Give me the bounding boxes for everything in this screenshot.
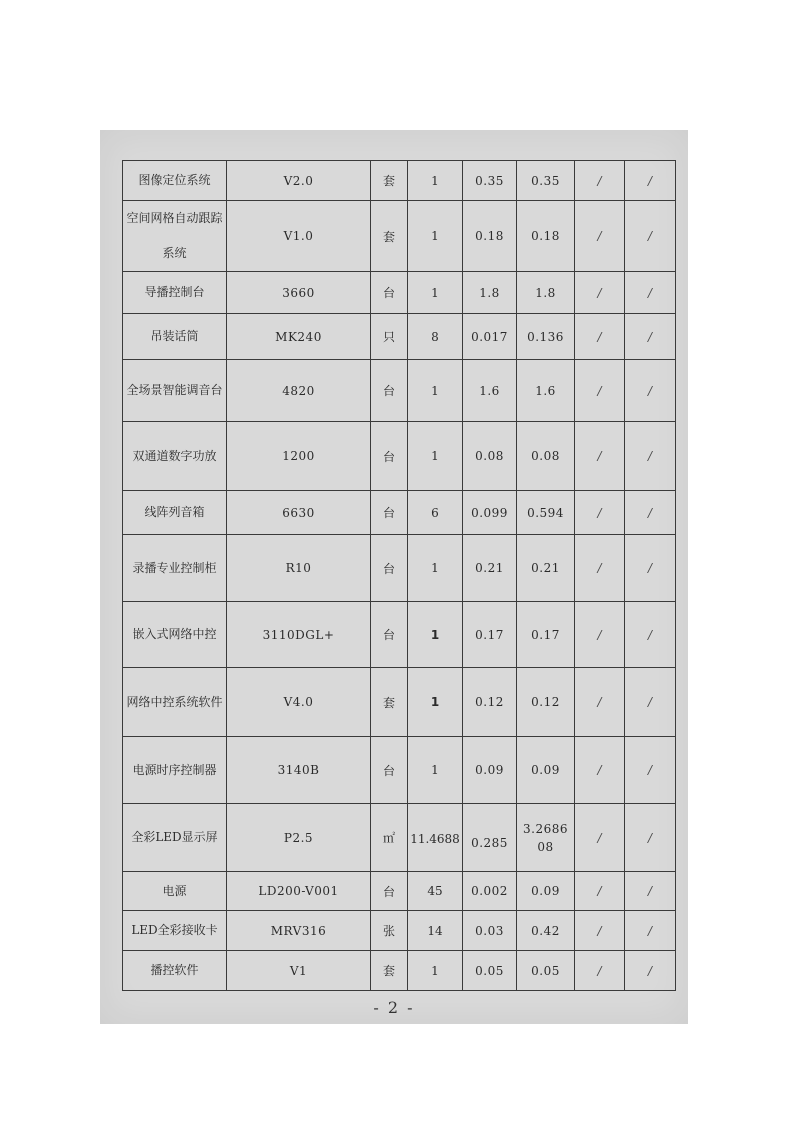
table-row	[123, 737, 676, 804]
item-unit-price: 0.21	[463, 535, 517, 602]
item-model: V2.0	[227, 161, 371, 201]
item-quantity: 1	[408, 161, 463, 201]
item-unit: 台	[371, 422, 408, 491]
table-row	[123, 360, 676, 422]
item-unit-price: 0.08	[463, 422, 517, 491]
item-col8: /	[625, 491, 676, 535]
item-col8: /	[625, 535, 676, 602]
item-name: 嵌入式网络中控	[123, 602, 227, 668]
item-unit-price: 0.099	[463, 491, 517, 535]
table-row	[123, 951, 676, 991]
item-model: 3660	[227, 272, 371, 314]
item-col7: /	[575, 737, 625, 804]
equipment-table	[122, 160, 676, 991]
item-unit-price: 1.6	[463, 360, 517, 422]
item-model: 3110DGL+	[227, 602, 371, 668]
item-total-price: 0.136	[517, 314, 575, 360]
item-col7: /	[575, 804, 625, 872]
item-col8: /	[625, 314, 676, 360]
item-quantity: 1	[408, 737, 463, 804]
table-row	[123, 872, 676, 911]
document-page	[100, 130, 688, 1024]
item-unit: 张	[371, 911, 408, 951]
item-total-price: 0.12	[517, 668, 575, 737]
item-col8: /	[625, 872, 676, 911]
item-unit-price: 0.03	[463, 911, 517, 951]
item-model: R10	[227, 535, 371, 602]
table-body	[123, 161, 676, 991]
table-row	[123, 804, 676, 872]
item-total-price: 3.268608	[517, 804, 575, 872]
item-quantity: 1	[408, 272, 463, 314]
item-name: LED全彩接收卡	[123, 911, 227, 951]
item-name: 吊装话筒	[123, 314, 227, 360]
item-col7: /	[575, 535, 625, 602]
table-row	[123, 272, 676, 314]
item-col8: /	[625, 272, 676, 314]
item-col7: /	[575, 491, 625, 535]
item-total-price: 1.8	[517, 272, 575, 314]
item-unit: 只	[371, 314, 408, 360]
item-quantity: 1	[408, 422, 463, 491]
item-name: 空间网格自动跟踪系统	[123, 201, 227, 272]
item-quantity: 1	[408, 360, 463, 422]
item-model: V1	[227, 951, 371, 991]
item-unit-price: 0.17	[463, 602, 517, 668]
table-row	[123, 201, 676, 272]
table-row	[123, 491, 676, 535]
item-model: MK240	[227, 314, 371, 360]
item-quantity: 45	[408, 872, 463, 911]
item-unit: 套	[371, 161, 408, 201]
item-col8: /	[625, 201, 676, 272]
item-unit-price: 0.12	[463, 668, 517, 737]
item-total-price: 0.05	[517, 951, 575, 991]
item-name: 网络中控系统软件	[123, 668, 227, 737]
item-model: 6630	[227, 491, 371, 535]
item-unit: 套	[371, 201, 408, 272]
item-name: 导播控制台	[123, 272, 227, 314]
item-col7: /	[575, 872, 625, 911]
item-unit: 台	[371, 872, 408, 911]
item-unit: 台	[371, 491, 408, 535]
item-col7: /	[575, 201, 625, 272]
table-row	[123, 314, 676, 360]
table-row	[123, 535, 676, 602]
item-name: 电源时序控制器	[123, 737, 227, 804]
item-unit-price: 0.09	[463, 737, 517, 804]
item-unit-price: 0.05	[463, 951, 517, 991]
item-quantity: 8	[408, 314, 463, 360]
item-name: 播控软件	[123, 951, 227, 991]
item-name: 双通道数字功放	[123, 422, 227, 491]
item-quantity: 1	[408, 201, 463, 272]
item-col7: /	[575, 602, 625, 668]
item-col7: /	[575, 422, 625, 491]
table-row	[123, 911, 676, 951]
item-col8: /	[625, 360, 676, 422]
item-quantity: 11.4688	[408, 804, 463, 872]
item-quantity: 14	[408, 911, 463, 951]
item-model: P2.5	[227, 804, 371, 872]
item-unit: 台	[371, 360, 408, 422]
item-unit-price: 0.285	[463, 804, 517, 872]
item-col7: /	[575, 272, 625, 314]
page-number: - 2 -	[373, 998, 415, 1017]
item-model: 1200	[227, 422, 371, 491]
item-quantity: 1	[408, 951, 463, 991]
item-unit-price: 0.18	[463, 201, 517, 272]
item-col7: /	[575, 911, 625, 951]
item-name: 全场景智能调音台	[123, 360, 227, 422]
item-name: 电源	[123, 872, 227, 911]
item-unit: 台	[371, 737, 408, 804]
item-name: 全彩LED显示屏	[123, 804, 227, 872]
item-unit-price: 0.017	[463, 314, 517, 360]
table-row	[123, 602, 676, 668]
item-unit: 台	[371, 535, 408, 602]
item-quantity: 6	[408, 491, 463, 535]
item-col7: /	[575, 360, 625, 422]
item-unit-price: 1.8	[463, 272, 517, 314]
item-col8: /	[625, 911, 676, 951]
table-row	[123, 422, 676, 491]
item-unit: 套	[371, 668, 408, 737]
item-col8: /	[625, 668, 676, 737]
item-col7: /	[575, 161, 625, 201]
item-unit: 台	[371, 272, 408, 314]
item-model: LD200-V001	[227, 872, 371, 911]
item-unit-price: 0.002	[463, 872, 517, 911]
item-col7: /	[575, 314, 625, 360]
item-model: 3140B	[227, 737, 371, 804]
item-unit: 套	[371, 951, 408, 991]
item-model: MRV316	[227, 911, 371, 951]
item-model: V1.0	[227, 201, 371, 272]
item-total-price: 0.08	[517, 422, 575, 491]
item-total-price: 0.42	[517, 911, 575, 951]
table-row	[123, 668, 676, 737]
item-col8: /	[625, 804, 676, 872]
item-quantity: 1	[408, 602, 463, 668]
item-name: 线阵列音箱	[123, 491, 227, 535]
item-total-price: 0.594	[517, 491, 575, 535]
item-total-price: 0.17	[517, 602, 575, 668]
item-quantity: 1	[408, 668, 463, 737]
item-total-price: 0.21	[517, 535, 575, 602]
item-name: 图像定位系统	[123, 161, 227, 201]
item-total-price: 0.09	[517, 737, 575, 804]
item-total-price: 0.35	[517, 161, 575, 201]
item-total-price: 0.09	[517, 872, 575, 911]
item-quantity: 1	[408, 535, 463, 602]
item-unit: 台	[371, 602, 408, 668]
item-total-price: 1.6	[517, 360, 575, 422]
item-col8: /	[625, 422, 676, 491]
item-model: 4820	[227, 360, 371, 422]
item-col8: /	[625, 737, 676, 804]
item-col8: /	[625, 161, 676, 201]
item-total-price: 0.18	[517, 201, 575, 272]
item-col7: /	[575, 951, 625, 991]
item-col7: /	[575, 668, 625, 737]
table-row	[123, 161, 676, 201]
item-model: V4.0	[227, 668, 371, 737]
item-unit: ㎡	[371, 804, 408, 872]
item-col8: /	[625, 951, 676, 991]
item-unit-price: 0.35	[463, 161, 517, 201]
item-name: 录播专业控制柜	[123, 535, 227, 602]
item-col8: /	[625, 602, 676, 668]
